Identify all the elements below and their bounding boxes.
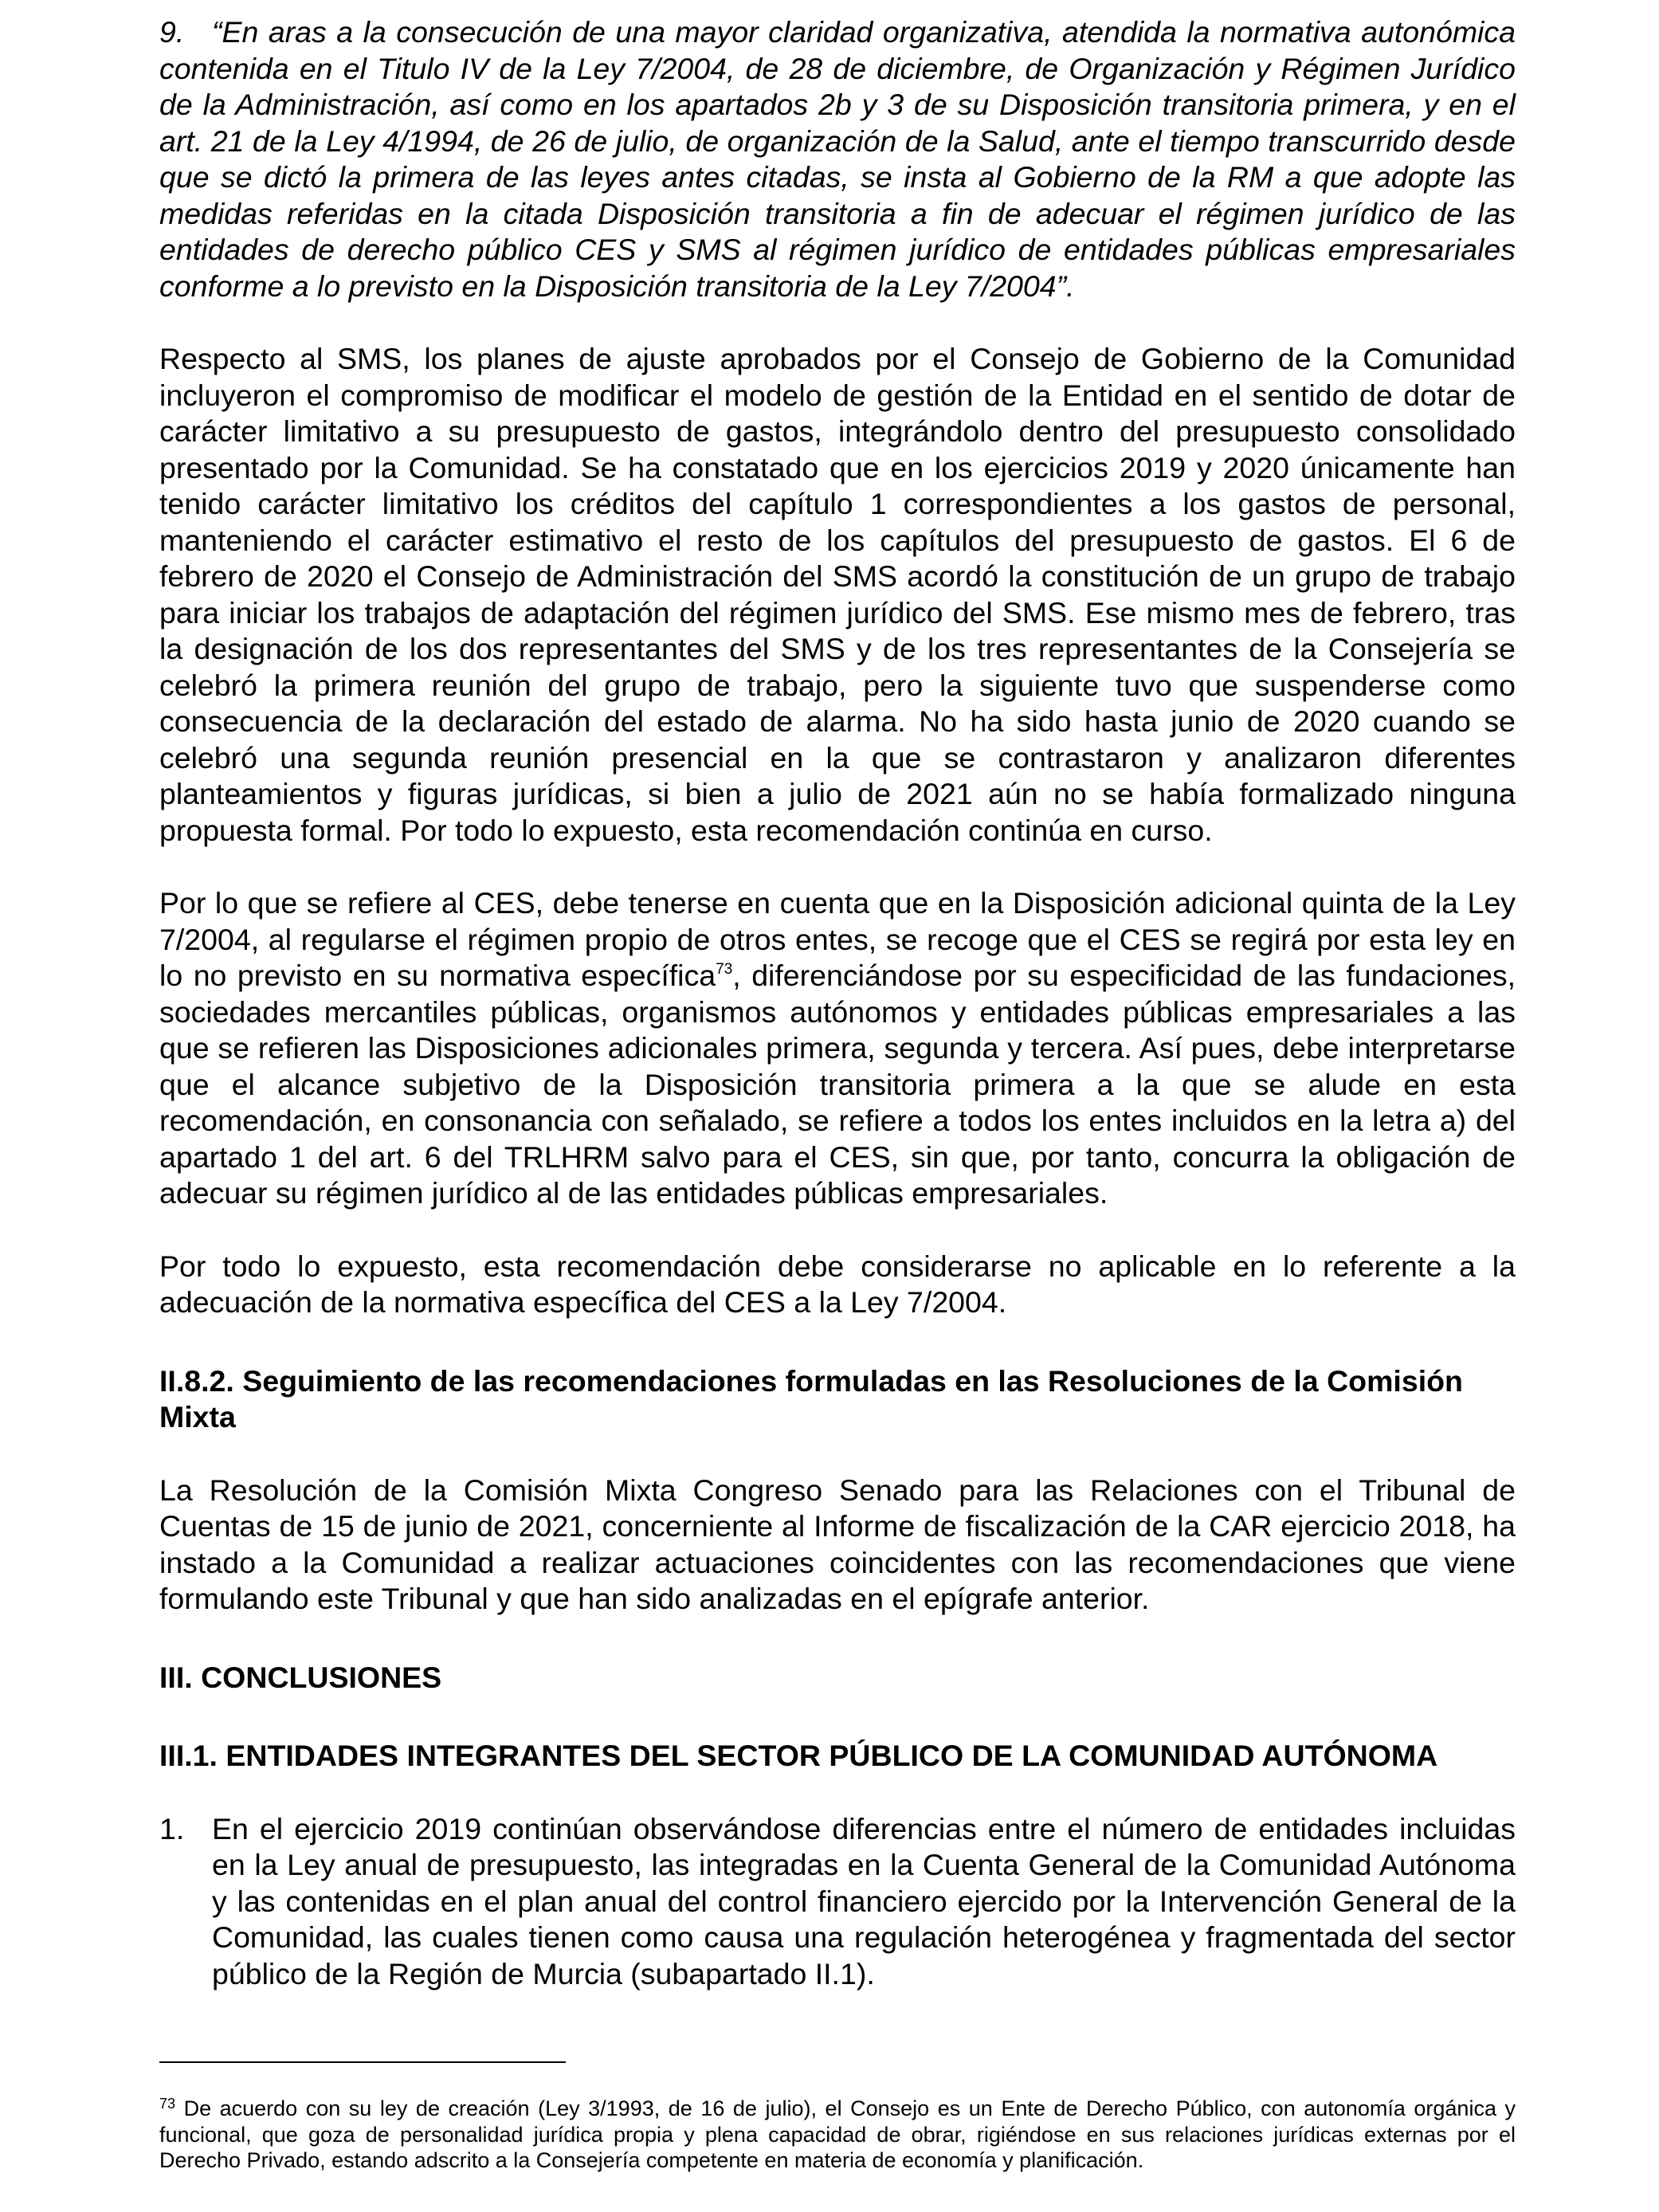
paragraph-conclusion: Por todo lo expuesto, esta recomendación debe considerarse no aplicable en lo referente a la adecuación de la normativa específica del CES a la Ley 7/2004. (159, 1249, 1516, 1319)
footnote-separator (159, 2061, 566, 2063)
conclusion-list-item (159, 1811, 1516, 1993)
paragraph-sms: Respecto al SMS, los planes de ajuste aprobados por el Consejo de Gobierno de la Comunidad incluyeron el compromiso de modificar el modelo de gestión de la Entidad en el sentido de dotar de carácter limitativo a su presupuesto de gastos, integrándolo dentro del presupuesto consolidado presentado por la Comunidad. Se ha constatado que en los ejercicios 2019 y 2020 únicamente han tenido carácter limitativo los créditos del capítulo 1 correspondientes a los gastos de personal, manteniendo el carácter estimativo el resto de los capítulos del presupuesto de gastos. El 6 de febrero de 2020 el Consejo de Administración del SMS acordó la constitución de un grupo de trabajo para iniciar los trabajos de adaptación del régimen jurídico del SMS. Ese mismo mes de febrero, tras la designación de los dos representantes del SMS y de los tres representantes de la Consejería se celebró la primera reunión del grupo de trabajo, pero la siguiente tuvo que suspenderse como consecuencia de la declaración del estado de alarma. No ha sido hasta junio de 2020 cuando se celebró una segunda reunión presencial en la que se contrastaron y analizaron diferentes planteamientos y figuras jurídicas, si bien a julio de 2021 aún no se había formalizado ninguna propuesta formal. Por todo lo expuesto, esta recomendación continúa en curso. (159, 342, 1516, 847)
footnote (159, 2096, 1516, 2174)
section-heading-iii-1: III.1. ENTIDADES INTEGRANTES DEL SECTOR PÚBLICO DE LA COMUNIDAD AUTÓNOMA (159, 1739, 1438, 1772)
recommendation-text: “En aras a la consecución de una mayor claridad organizativa, atendida la normativa autonómica contenida en el Titulo IV de la Ley 7/2004, de 28 de diciembre, de Organización y Régimen Jurídico de la Administración, así como en los apartados 2b y 3 de su Disposición transitoria primera, y en el art. 21 de la Ley 4/1994, de 26 de julio, de organización de la Salud, ante el tiempo transcurrido desde que se dictó la primera de las leyes antes citadas, se insta al Gobierno de la RM a que adopte las medidas referidas en la citada Disposición transitoria a fin de adecuar el régimen jurídico de las entidades de derecho público CES y SMS al régimen jurídico de entidades públicas empresariales conforme a lo previsto en la Disposición transitoria de la Ley 7/2004”. (159, 15, 1516, 303)
section-heading-ii-8-2: II.8.2. Seguimiento de las recomendaciones formuladas en las Resoluciones de la Comisión Mixta (159, 1363, 1463, 1433)
document-page (159, 14, 1516, 1992)
footnote-text: De acuerdo con su ley de creación (Ley 3/1993, de 16 de julio), el Consejo es un Ente de Derecho Público, con autonomía orgánica y funcional, que goza de personalidad jurídica propia y plena capacidad de obrar, rigiéndose en sus relaciones jurídicas externas por el Derecho Privado, estando adscrito a la Consejería competente en materia de economía y planificación. (159, 2096, 1516, 2172)
section-ii-8-2-text: La Resolución de la Comisión Mixta Congreso Senado para las Relaciones con el Tribunal de Cuentas de 15 de junio de 2021, concerniente al Informe de fiscalización de la CAR ejercicio 2018, ha instado a la Comunidad a realizar actuaciones coincidentes con las recomendaciones que viene formulando este Tribunal y que han sido analizadas en el epígrafe anterior. (159, 1473, 1516, 1615)
section-heading-iii: III. CONCLUSIONES (159, 1660, 442, 1694)
paragraph-ces (159, 885, 1516, 1212)
list-item-text: En el ejercicio 2019 continúan observándose diferencias entre el número de entidades incluidas en la Ley anual de presupuesto, las integradas en la Cuenta General de la Comunidad Autónoma y las contenidas en el plan anual del control financiero ejercido por la Intervención General de la Comunidad, las cuales tienen como causa una regulación heterogénea y fragmentada del sector público de la Región de Murcia (subapartado II.1). (212, 1811, 1516, 1990)
footnote-reference[interactable]: 73 (716, 961, 733, 978)
recommendation-number: 9. (159, 15, 185, 49)
recommendation-9 (159, 14, 1516, 304)
paragraph-ces-text-1: Por lo que se refiere al CES, debe tenerse en cuenta que en la Disposición adicional quinta de la Ley 7/2004, al regularse el régimen propio de otros entes, se recoge que el CES se regirá por esta ley en lo no previsto en su normativa específica (159, 886, 1516, 992)
footnote-number: 73 (159, 2096, 176, 2112)
paragraph-ces-text-2: , diferenciándose por su especificidad de las fundaciones, sociedades mercantiles públicas, organismos autónomos y entidades públicas empresariales a las que se refieren las Disposiciones adicionales primera, segunda y tercera. Así pues, debe interpretarse que el alcance subjetivo de la Disposición transitoria primera a la que se alude en esta recomendación, en consonancia con señalado, se refiere a todos los entes incluidos en la letra a) del apartado 1 del art. 6 del TRLHRM salvo para el CES, sin que, por tanto, concurra la obligación de adecuar su régimen jurídico al de las entidades públicas empresariales. (159, 959, 1516, 1210)
list-item-number: 1. (159, 1811, 185, 1845)
